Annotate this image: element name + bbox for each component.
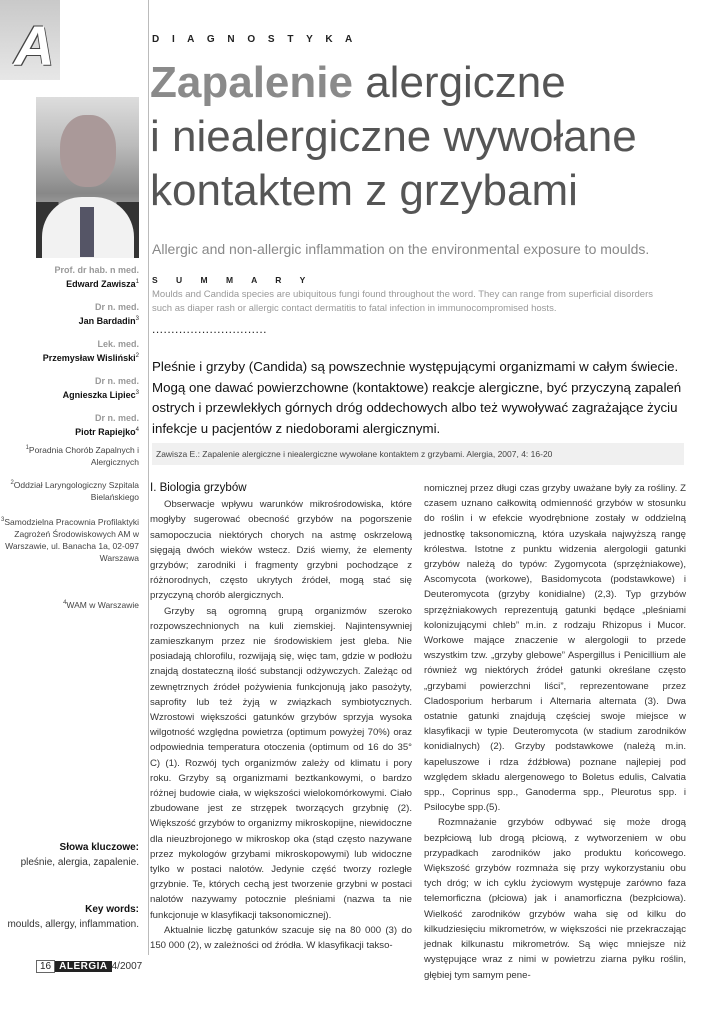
title-line3: kontaktem z grzybami — [150, 166, 578, 215]
author-photo — [36, 97, 139, 258]
title-line2: i niealergiczne wywołane — [150, 112, 637, 161]
summary-text: Moulds and Candida species are ubiquitous fungi found throughout the word. They can range from superficial disorders such as diaper rash or allergic contact dermatitis to fatal infection in immunocompromised hosts. — [152, 289, 653, 314]
author-sup: 3 — [135, 390, 139, 396]
section-kicker: D I A G N O S T Y K A — [152, 34, 358, 45]
affiliation-sup: 4 — [63, 600, 67, 606]
paragraph: Rozmnażanie grzybów odbywać się może drogą bezpłciową lub drogą płciową, z wytworzeniem w obu przypadkach zarodników jako produktu końcowego. Większość grzybów rozmnaża się przy wykorzystaniu obu tych dróg; w ich cyklu życiowym występuje zarówno faza telemorficzna (płciowa) jak i anamorficzna (bezpłciowa). Wielkość zarodników grzybów waha się od kilku do kilkudziesięciu mikrometrów, w większości nie przekraczając jednak kilkunastu mikrometrów. Są więc mniejsze niż występujące wraz z nimi w powietrzu ziarna pyłku roślin, głębiej tym samym pene- — [424, 817, 686, 981]
affiliation — [0, 477, 139, 503]
author-entry — [0, 264, 139, 290]
affiliation-sup: 2 — [10, 480, 14, 486]
body-column-1 — [150, 481, 412, 953]
keywords-en-heading: Key words: — [85, 904, 139, 915]
keywords-english — [0, 902, 139, 932]
affiliation-text: Poradnia Chorób Zapalnych i Alergicznych — [28, 444, 139, 467]
paragraph: nomicznej przez długi czas grzyby uważane były za rośliny. Z czasem uznano całkowitą odmienność grzybów w stosunku do roślin i w efekcie wyodrębnione zostały w oddzielną jednostkę taksonomiczną, która uzyskała najwyższą rangę królestwa. Istotne z punktu widzenia alergologii gatunki grzybów należą do typów: Zygomycota (sprzężniakowe), Ascomycota (workowe), Basidomycota (podstawkowe) i Deuteromycota (grzyby konidialne) (2,3). Typ grzybów sprzężniakowych reprezentują gatunki będące „pleśniami kolonizującymi chleb” m.in. z rodzaju Rhizopus i Mucor. Workowe mające znaczenie w alergologii to przede wszystkim tzw. „grzyby glebowe” Aspergillus i Penicillium ale również wg niektórych źródeł gatunki określane często „grzybami powierzchni liści”, reprezentowane przez Cladosporium herbarum i Alternaria alternata (3). Dwa ostatnie gatunki znajdują częściej swoje miejsce w klasyfikacji w typie Deuteromycota (w stadium zarodników konidialnych) (2). Grzyby podstawkowe (należą m.in. kapeluszowe i rdza źdźbłowa) poznane najlepiej pod względem składu alergenowego to Boletus edulis, Calvatia spp., Coprinus spp., Ganoderma spp., Pleurotus spp. i Psilocybe spp.(5). — [424, 483, 686, 814]
keywords-polish — [0, 840, 139, 870]
author-name: Przemysław Wisliński — [42, 353, 136, 363]
author-degree: Dr n. med. — [94, 413, 139, 423]
author-entry — [0, 338, 139, 364]
affiliation-sup: 1 — [25, 445, 29, 451]
author-degree: Lek. med. — [97, 339, 139, 349]
paragraph: Aktualnie liczbę gatunków szacuje się na 80 000 (3) do 150 000 (2), w zależności od źródła. W klasyfikacji takso- — [150, 924, 412, 952]
affiliation-text: WAM w Warszawie — [66, 599, 139, 610]
journal-name: ALERGIA — [55, 961, 112, 972]
author-degree: Dr n. med. — [94, 376, 139, 386]
author-sup: 1 — [135, 279, 139, 285]
paragraph: Obserwacje wpływu warunków mikrośrodowiska, które mogłyby sugerować obecność grzybów na pogorszenie samopoczucia niektórych chorych na astmę oskrzelową sięgają dwóch wieków wstecz. Dziś wiemy, że elementy grzybów; zarodniki i fragmenty grzybni pochodzące z różnorodnych, często ukrytych źródeł, mogą stać się przyczyną chorób alergicznych. — [150, 499, 412, 602]
page-footer — [36, 960, 142, 973]
author-entry — [0, 301, 139, 327]
author-degree: Prof. dr hab. n med. — [54, 265, 139, 275]
author-name: Piotr Rapiejko — [75, 427, 136, 437]
keywords-pl-text: pleśnie, alergia, zapalenie. — [20, 857, 139, 868]
article-subtitle: Allergic and non-allergic inflammation on the environmental exposure to moulds. — [152, 241, 650, 257]
affiliation-text: Oddział Laryngologiczny Szpitala Bielańskiego — [13, 479, 139, 502]
author-sup: 4 — [135, 427, 139, 433]
author-sup: 3 — [135, 316, 139, 322]
section-letter: A — [14, 14, 55, 77]
lead-paragraph: Pleśnie i grzyby (Candida) są powszechnie występującymi organizmami w całym świecie. Mogą one dawać powierzchowne (kontaktowe) reakcje alergiczne, być przyczyną zapaleń ostrych i przewlekłych górnych dróg oddechowych albo też wywoływać zagrażające życiu infekcje u pacjentów z niedoborami alergicznymi. — [152, 359, 682, 436]
section-heading: I. Biologia grzybów — [150, 482, 247, 494]
author-name: Jan Bardadin — [78, 316, 136, 326]
column-divider — [148, 0, 149, 955]
title-line1-rest: alergiczne — [352, 58, 566, 107]
author-degree: Dr n. med. — [94, 302, 139, 312]
affiliation — [0, 514, 139, 564]
title-bold-word: Zapalenie — [150, 58, 353, 107]
author-entry — [0, 375, 139, 401]
paragraph: Grzyby są ogromną grupą organizmów szeroko rozpowszechnionych na kuli ziemskiej. Najintensywniej zamieszkanym przez nie środowiskiem jest gleba. Nie posiadają chlorofilu, rozwijają się, więc tam, gdzie w podłożu znajdą dostateczną ilość substancji odżywczych. Zależąc od zewnętrznych źródeł pożywienia funkcjonują jako pasożyty, saprofity lub też żyją w związkach symbiotycznych. Wzrostowi większości gatunków grzybów sprzyja wysoka wilgotność względna powietrza (optimum powyżej 70%) oraz odpowiednia temperatura otoczenia (optimum od 16 do 35° C) (1). Rozwój tych organizmów zależy od klimatu i pory roku. Grzyby są organizmami beztkankowymi, o bardzo różnej budowie ciała, w większości wielokomórkowymi. Ciało zbudowane jest ze strzępek tworzących grzybnię (2). Większość grzybów to organizmy mikroskopijne, niewidoczne dla nieuzbrojonego w mikroskop oka (stąd często nazywane przez mykologów grzybami mikroskopowymi) lub widoczne tylko w postaci nalotów. Jedynie część tworzy rozległe grzybnie. Te, których cechą jest tworzenie grzybni w postaci nalotów nazywamy potocznie pleśniami (nazwa ta nie funkcjonuje w klasyfikacji taksonomicznej). — [150, 605, 412, 921]
article-title — [150, 56, 710, 218]
citation-bar: Zawisza E.: Zapalenie alergiczne i niealergiczne wywołane kontaktem z grzybami. Alergia, 2007, 4: 16-20 — [152, 443, 684, 465]
affiliation-text: Samodzielna Pracownia Profilaktyki Zagrożeń Środowiskowych AM w Warszawie, ul. Banacha 1a, 02-097 Warszawa — [4, 516, 139, 563]
summary-heading: S U M M A R Y — [152, 275, 314, 285]
keywords-en-text: moulds, allergy, inflammation. — [7, 919, 139, 930]
author-list — [0, 264, 139, 449]
author-name: Agnieszka Lipiec — [62, 390, 136, 400]
affiliation — [0, 442, 139, 468]
author-name: Edward Zawisza — [66, 279, 136, 289]
keywords-pl-heading: Słowa kluczowe: — [59, 842, 139, 853]
page-number: 16 — [36, 960, 55, 973]
body-column-2 — [424, 481, 686, 983]
author-entry — [0, 412, 139, 438]
dotted-separator: .............................. — [152, 322, 268, 336]
issue-number: 4/2007 — [111, 961, 143, 972]
affiliation — [0, 597, 139, 611]
affiliation-sup: 3 — [1, 517, 5, 523]
author-sup: 2 — [135, 353, 139, 359]
